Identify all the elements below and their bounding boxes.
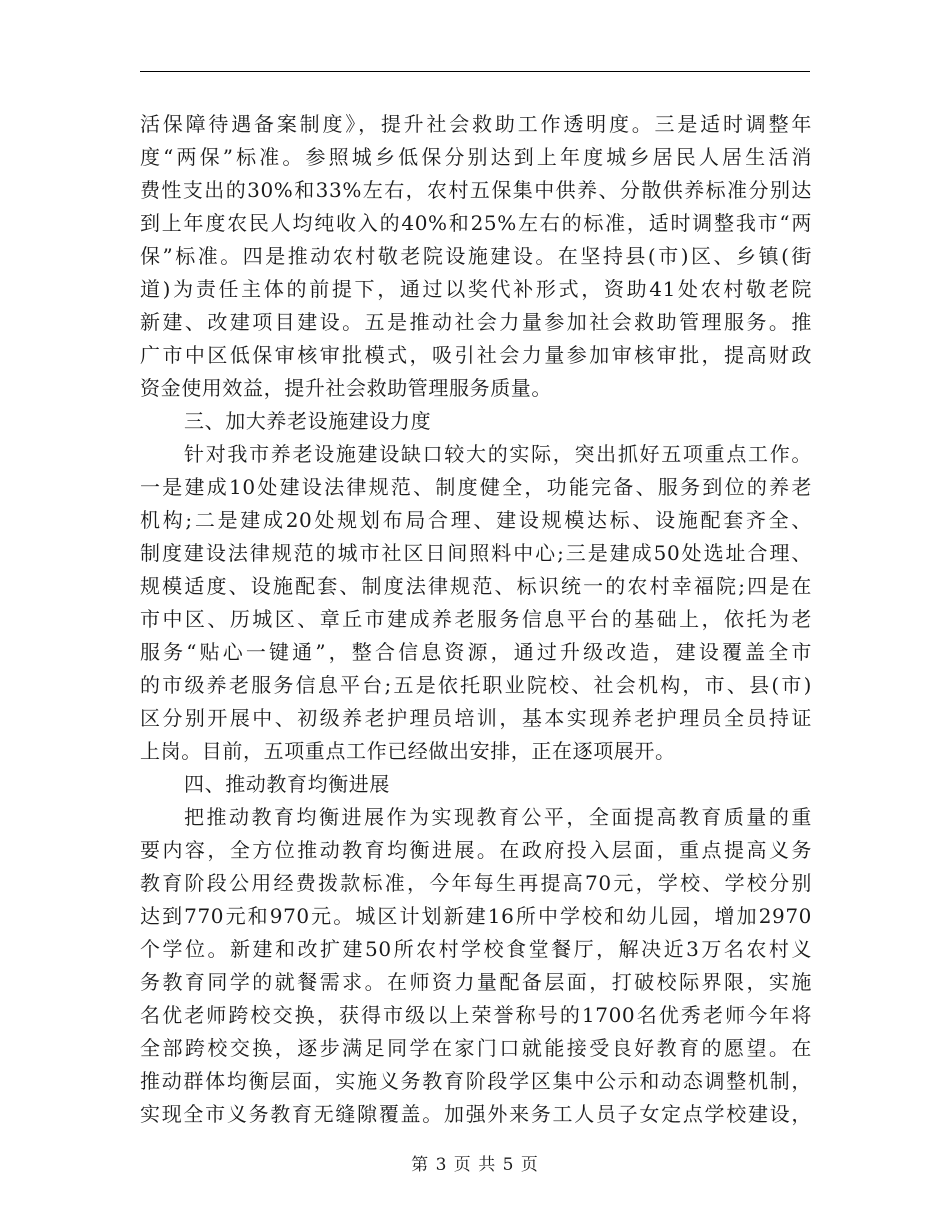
text-line: 广市中区低保审核审批模式，吸引社会力量参加审核审批，提高财政: [140, 343, 812, 367]
text-line: 度“两保”标准。参照城乡低保分别达到上年度城乡居民人居生活消: [140, 145, 812, 169]
text-line: 推动群体均衡层面，实施义务教育阶段学区集中公示和动态调整机制，: [140, 1069, 812, 1093]
text-line: 达到770元和970元。城区计划新建16所中学校和幼儿园，增加2970: [140, 904, 812, 928]
text-line: 四、推动教育均衡进展: [184, 772, 390, 796]
text-line: 个学位。新建和改扩建50所农村学校食堂餐厅，解决近3万名农村义: [140, 937, 812, 961]
text-line: 实现全市义务教育无缝隙覆盖。加强外来务工人员子女定点学校建设，: [140, 1102, 812, 1126]
text-line: 上岗。目前，五项重点工作已经做出安排，正在逐项展开。: [140, 739, 676, 763]
document-body: [140, 108, 812, 1131]
text-line: 资金使用效益，提升社会救助管理服务质量。: [140, 376, 552, 400]
text-line: 区分别开展中、初级养老护理员培训，基本实现养老护理员全员持证: [140, 706, 812, 730]
text-line: 全部跨校交换，逐步满足同学在家门口就能接受良好教育的愿望。在: [140, 1036, 812, 1060]
text-line: 把推动教育均衡进展作为实现教育公平，全面提高教育质量的重: [184, 805, 812, 829]
text-line: 的市级养老服务信息平台;五是依托职业院校、社会机构，市、县(市): [140, 673, 812, 697]
text-line: 名优老师跨校交换，获得市级以上荣誉称号的1700名优秀老师今年将: [140, 1003, 812, 1027]
text-line: 费性支出的30%和33%左右，农村五保集中供养、分散供养标准分别达: [140, 178, 812, 202]
text-line: 一是建成10处建设法律规范、制度健全，功能完备、服务到位的养老: [140, 475, 812, 499]
text-line: 新建、改建项目建设。五是推动社会力量参加社会救助管理服务。推: [140, 310, 812, 334]
text-line: 机构;二是建成20处规划布局合理、建设规模达标、设施配套齐全、: [140, 508, 812, 532]
text-line: 务教育同学的就餐需求。在师资力量配备层面，打破校际界限，实施: [140, 970, 812, 994]
text-line: 到上年度农民人均纯收入的40%和25%左右的标准，适时调整我市“两: [140, 211, 812, 235]
text-line: 道)为责任主体的前提下，通过以奖代补形式，资助41处农村敬老院: [140, 277, 812, 301]
text-line: 要内容，全方位推动教育均衡进展。在政府投入层面，重点提高义务: [140, 838, 812, 862]
text-line: 服务“贴心一键通”，整合信息资源，通过升级改造，建设覆盖全市: [140, 640, 812, 664]
text-line: 保”标准。四是推动农村敬老院设施建设。在坚持县(市)区、乡镇(街: [140, 244, 812, 268]
text-line: 制度建设法律规范的城市社区日间照料中心;三是建成50处选址合理、: [140, 541, 812, 565]
text-line: 市中区、历城区、章丘市建成养老服务信息平台的基础上，依托为老: [140, 607, 812, 631]
page-footer: 第 3 页 共 5 页: [411, 1155, 539, 1175]
header-rule: [140, 71, 810, 72]
text-line: 活保障待遇备案制度》，提升社会救助工作透明度。三是适时调整年: [140, 112, 812, 136]
text-line: 三、加大养老设施建设力度: [184, 409, 432, 433]
text-line: 针对我市养老设施建设缺口较大的实际，突出抓好五项重点工作。: [184, 442, 812, 466]
text-line: 教育阶段公用经费拨款标准，今年每生再提高70元，学校、学校分别: [140, 871, 812, 895]
text-line: 规模适度、设施配套、制度法律规范、标识统一的农村幸福院;四是在: [140, 574, 812, 598]
